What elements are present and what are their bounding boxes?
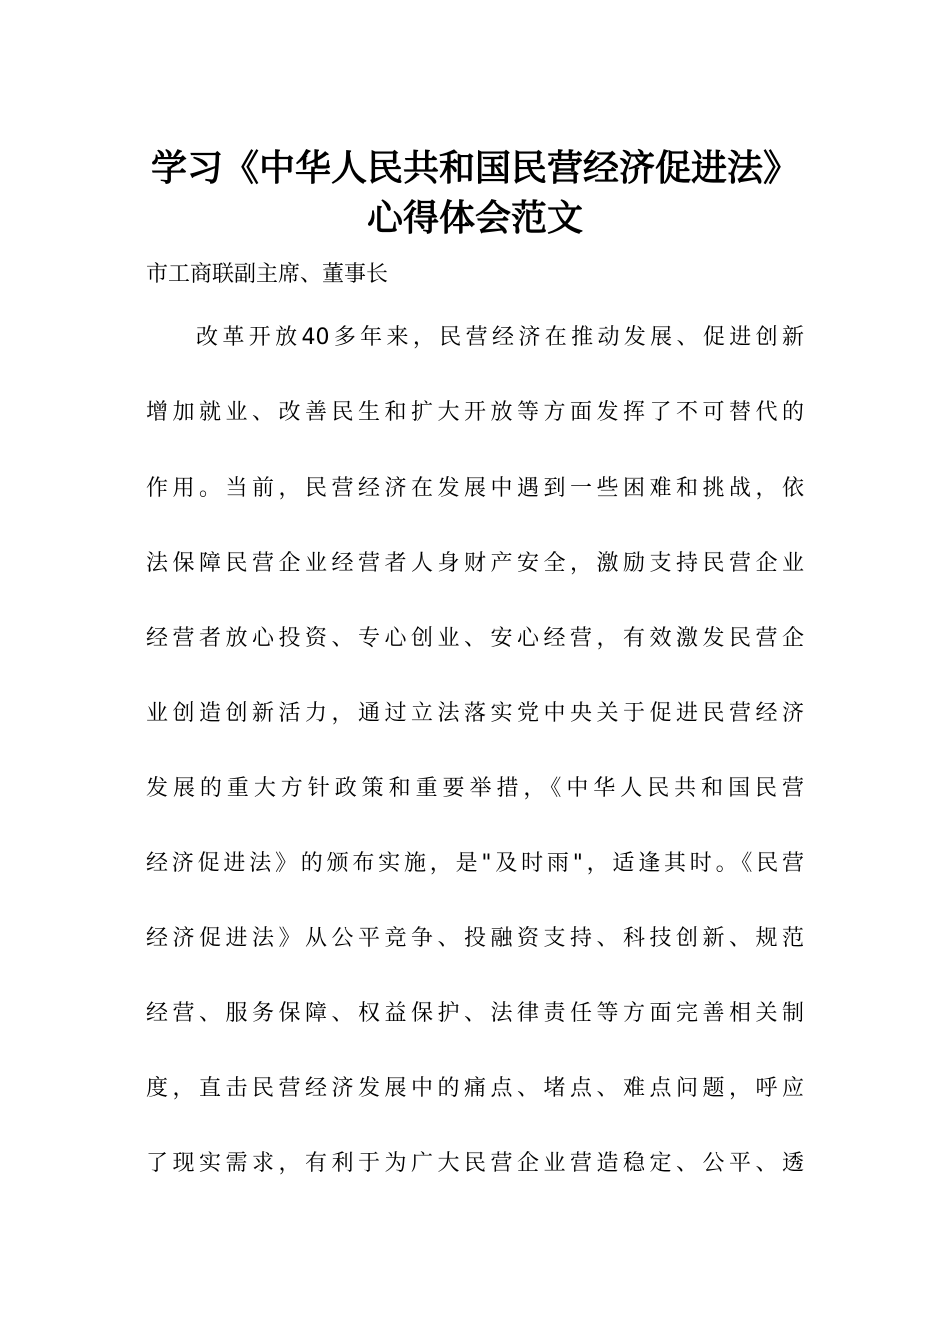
- document-title-line-2: 心得体会范文: [366, 197, 583, 239]
- body-line-6: 业创造创新活力，通过立法落实党中央关于促进民营经济: [146, 701, 804, 726]
- body-line-12: 了现实需求，有利于为广大民营企业营造稳定、公平、透: [146, 1151, 804, 1176]
- body-line-9: 经济促进法》从公平竞争、投融资支持、科技创新、规范: [146, 926, 804, 951]
- document-title-line-1: 学习《中华人民共和国民营经济促进法》: [150, 147, 799, 189]
- body-line-8: 经济促进法》的颁布实施，是"及时雨"，适逢其时。《民营: [146, 851, 804, 876]
- body-line-2: 增加就业、改善民生和扩大开放等方面发挥了不可替代的: [146, 400, 804, 425]
- body-line-3: 作用。当前，民营经济在发展中遇到一些困难和挑战，依: [146, 476, 804, 501]
- body-line-11: 度，直击民营经济发展中的痛点、堵点、难点问题，呼应: [146, 1076, 804, 1101]
- body-line-1: 改革开放40多年来，民营经济在推动发展、促进创新: [196, 325, 804, 350]
- author-line: 市工商联副主席、董事长: [146, 262, 389, 287]
- body-line-7: 发展的重大方针政策和重要举措，《中华人民共和国民营: [146, 776, 804, 801]
- body-line-4: 法保障民营企业经营者人身财产安全，激励支持民营企业: [146, 551, 804, 576]
- body-line-5: 经营者放心投资、专心创业、安心经营，有效激发民营企: [146, 626, 804, 651]
- body-line-10: 经营、服务保障、权益保护、法律责任等方面完善相关制: [146, 1001, 804, 1026]
